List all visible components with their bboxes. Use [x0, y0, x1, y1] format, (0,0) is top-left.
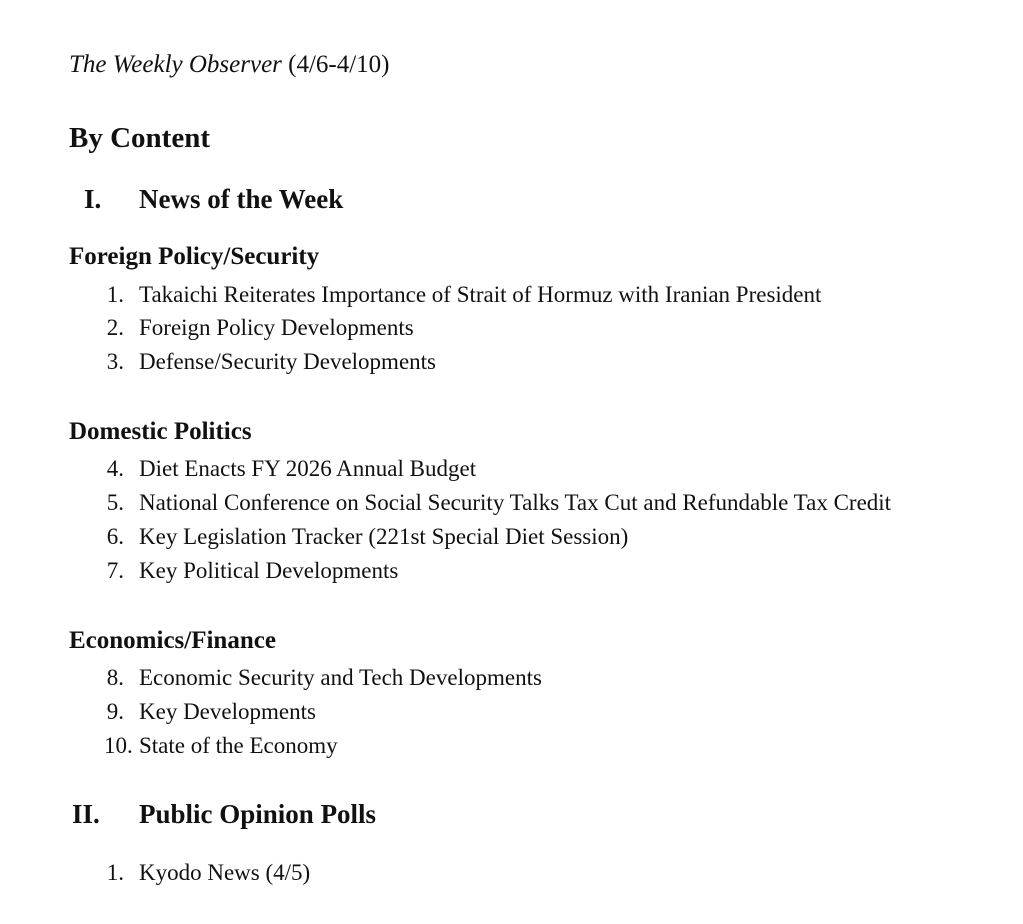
list-item-number: 9.	[106, 699, 124, 724]
list-item-number: 1.	[106, 282, 124, 307]
list-item: Key Legislation Tracker (221st Special Diet Session)	[139, 524, 629, 549]
list-item-number: 5.	[106, 490, 124, 515]
list-item-number: 1.	[106, 860, 124, 885]
list-item-number: 7.	[106, 558, 124, 583]
list-item: State of the Economy	[139, 733, 338, 758]
section-2-numeral: II.	[72, 799, 100, 829]
list-item-number: 3.	[106, 349, 124, 374]
list-item: Diet Enacts FY 2026 Annual Budget	[139, 456, 477, 481]
section-1-numeral: I.	[84, 184, 102, 214]
list-item: Foreign Policy Developments	[139, 315, 414, 340]
section-2-title: Public Opinion Polls	[139, 799, 377, 829]
list-item-number: 2.	[106, 315, 124, 340]
publication-date-range: (4/6-4/10)	[288, 51, 390, 78]
publication-name: The Weekly Observer	[69, 51, 282, 78]
list-item: Kyodo News (4/5)	[139, 860, 311, 885]
list-item-number: 8.	[106, 665, 124, 690]
list-item: Defense/Security Developments	[139, 349, 436, 374]
list-item: Key Developments	[139, 699, 316, 724]
list-item-number: 4.	[106, 456, 124, 481]
list-item: National Conference on Social Security Talks Tax Cut and Refundable Tax Credit	[139, 490, 892, 515]
category-economics-finance: Economics/Finance	[69, 627, 276, 654]
list-item-number: 10.	[104, 733, 133, 758]
list-item: Key Political Developments	[139, 558, 399, 583]
list-item: Economic Security and Tech Developments	[139, 665, 542, 690]
category-foreign-policy: Foreign Policy/Security	[69, 243, 320, 270]
section-1-title: News of the Week	[139, 184, 344, 214]
list-item-number: 6.	[106, 524, 124, 549]
by-content-heading: By Content	[69, 122, 210, 154]
list-item: Takaichi Reiterates Importance of Strait of Hormuz with Iranian President	[139, 282, 822, 307]
category-domestic-politics: Domestic Politics	[69, 418, 252, 445]
publication-header	[69, 52, 390, 77]
